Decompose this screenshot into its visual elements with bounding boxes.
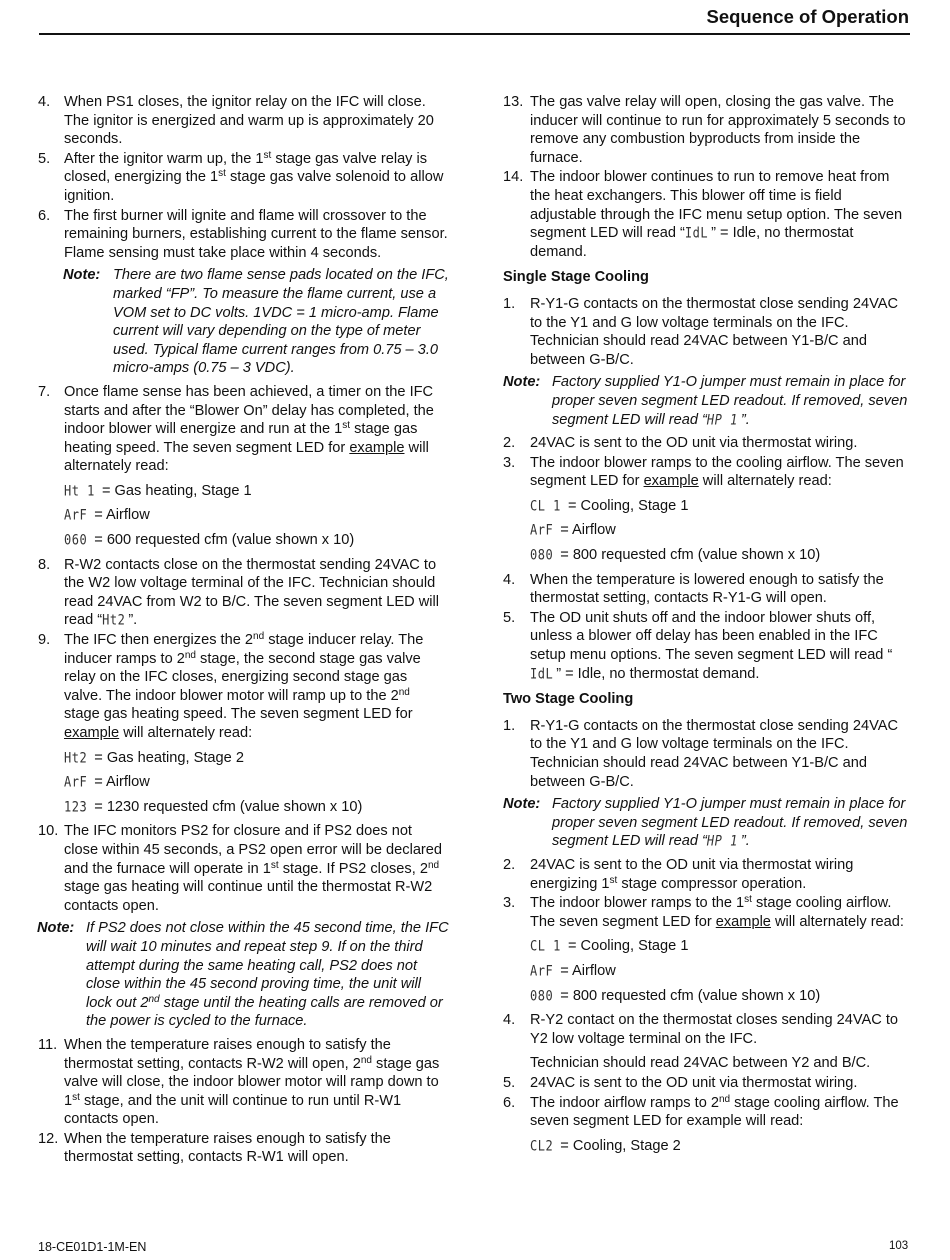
step-11: 11. When the temperature raises enough to satisfy the thermostat setting, contacts R-W2 will open, 2nd stage gas valve will close, the indoor blower motor will ramp down to 1st stage, and the unit will continue to run until R-W1 contacts open. xyxy=(38,1036,440,1128)
led-code: ArF xyxy=(530,962,554,979)
section-heading-two-stage-cooling: Two Stage Cooling xyxy=(503,691,634,708)
led-code: Ht 1 xyxy=(64,482,95,499)
step-9: 9. The IFC then energizes the 2nd stage inducer relay. The inducer ramps to 2nd stage, the second stage gas valve relay on the IFC closes, energizing second stage gas valve. The indoor blower motor will ramp up to the 2nd stage gas heating speed. The seven segment LED for example will alternately read: xyxy=(38,631,424,741)
two-stage-step-4-continued: Technician should read 24VAC between Y2 and B/C. xyxy=(530,1055,871,1072)
cooling-step-1: 1. R-Y1-G contacts on the thermostat close sending 24VAC to the Y1 and G low voltage terminals on the IFC. Technician should read 24VAC between Y1-B/C and between G-B/C. xyxy=(503,295,899,368)
led-code: HP 1 xyxy=(706,833,738,850)
led-readout: ArF = Airflow xyxy=(503,521,912,540)
led-code: CL2 xyxy=(530,1137,554,1154)
header-rule xyxy=(39,33,910,35)
led-code: IdL xyxy=(530,665,554,682)
led-code: Ht2 xyxy=(64,749,88,766)
led-readout: 123 = 1230 requested cfm (value shown x 10) xyxy=(37,798,449,817)
led-code: 080 xyxy=(530,987,554,1004)
step-6: 6. The first burner will ignite and flame will crossover to the remaining burners, establishing current to the flame sensor. Flame sensing must take place within 4 seconds. xyxy=(38,207,448,261)
cooling-step-3: 3. The indoor blower ramps to the cooling airflow. The seven segment LED for example will alternately read: xyxy=(503,454,904,490)
cooling-step-5: 5. The OD unit shuts off and the indoor blower shuts off, unless a blower off delay has been enabled in the IFC setup menu options. The seven segment LED will read “IdL ” = Idle, no thermostat demand. xyxy=(503,609,912,683)
section-heading-single-stage-cooling: Single Stage Cooling xyxy=(503,269,649,286)
led-readout: 060 = 600 requested cfm (value shown x 10) xyxy=(37,531,449,550)
led-readout: ArF = Airflow xyxy=(37,506,449,525)
step-14: 14. The indoor blower continues to run to remove heat from the heat exchangers. This blower off time is field adjustable through the IFC menu setup option. The seven segment LED will read “IdL ” = Idle, no thermostat demand. xyxy=(503,169,903,260)
ps2-note: Note: If PS2 does not close within the 45 second time, the IFC will wait 10 minutes and repeat step 9. If on the third attempt during the same heating call, PS2 does not close within the 45 second proving time, the unit will lock out 2nd stage until the heating calls are removed or the power is cycled to the furnace. xyxy=(37,920,449,1030)
two-stage-step-2: 2. 24VAC is sent to the OD unit via thermostat wiring energizing 1st stage compressor operation. xyxy=(503,856,854,892)
two-stage-step-1: 1. R-Y1-G contacts on the thermostat close sending 24VAC to the Y1 and G low voltage terminals on the IFC. Technician should read 24VAC between Y1-B/C and between G-B/C. xyxy=(503,717,899,790)
led-code: ArF xyxy=(64,507,88,524)
jumper-note: Note: Factory supplied Y1-O jumper must remain in place for proper seven segment LED readout. If removed, seven segment LED will read “HP 1 ”. xyxy=(503,373,912,429)
led-code: 060 xyxy=(64,531,88,549)
two-stage-step-6: 6. The indoor airflow ramps to 2nd stage cooling airflow. The seven segment LED for example will read: xyxy=(503,1093,899,1130)
led-code: HP 1 xyxy=(706,411,738,428)
left-column xyxy=(37,93,449,1168)
jumper-note: Note: Factory supplied Y1-O jumper must remain in place for proper seven segment LED readout. If removed, seven segment LED will read “HP 1 ”. xyxy=(503,795,912,851)
led-code: IdL xyxy=(684,225,709,242)
led-readout: CL 1 = Cooling, Stage 1 xyxy=(503,937,912,956)
two-stage-step-5: 5. 24VAC is sent to the OD unit via thermostat wiring. xyxy=(503,1074,858,1091)
step-13: 13. The gas valve relay will open, closing the gas valve. The inducer will continue to run for approximately 5 seconds to remove any combustion byproducts from inside the furnace. xyxy=(503,94,906,166)
two-stage-step-3: 3. The indoor blower ramps to the 1st stage cooling airflow. The seven segment LED for example will alternately read: xyxy=(503,894,904,930)
led-code: CL 1 xyxy=(530,938,561,955)
led-code: CL 1 xyxy=(530,497,561,514)
step-5: 5. After the ignitor warm up, the 1st stage gas valve relay is closed, energizing the 1st stage gas valve solenoid to allow ignition. xyxy=(38,149,444,204)
led-code: 080 xyxy=(530,546,554,564)
cooling-step-2: 2. 24VAC is sent to the OD unit via thermostat wiring. xyxy=(503,435,858,452)
led-readout: CL 1 = Cooling, Stage 1 xyxy=(503,497,912,516)
led-readout: 080 = 800 requested cfm (value shown x 10) xyxy=(503,546,912,565)
cooling-step-4: 4. When the temperature is lowered enough to satisfy the thermostat setting, contacts R-Y1-G will open. xyxy=(503,571,884,607)
led-readout: ArF = Airflow xyxy=(503,962,912,981)
led-code: 123 xyxy=(64,798,88,815)
led-readout: 080 = 800 requested cfm (value shown x 10) xyxy=(503,987,912,1006)
right-column xyxy=(503,93,912,1161)
step-12: 12. When the temperature raises enough to satisfy the thermostat setting, contacts R-W1 will open. xyxy=(38,1130,391,1166)
led-code: ArF xyxy=(64,774,88,791)
document-id: 18-CE01D1-1M-EN xyxy=(38,1240,147,1254)
led-readout: ArF = Airflow xyxy=(37,773,449,792)
led-readout: CL2 = Cooling, Stage 2 xyxy=(503,1137,912,1156)
two-stage-step-4: 4. R-Y2 contact on the thermostat closes sending 24VAC to Y2 low voltage terminal on the IFC. xyxy=(503,1012,899,1047)
step-8: 8. R-W2 contacts close on the thermostat sending 24VAC to the W2 low voltage terminal of the IFC. Technician should read 24VAC from W2 to B/C. The seven segment LED will read “Ht2 ”. xyxy=(37,556,449,630)
step-4: 4. When PS1 closes, the ignitor relay on the IFC will close. The ignitor is energized and warm up is approximately 20 seconds. xyxy=(38,94,434,148)
flame-sense-note: Note: There are two flame sense pads located on the IFC, marked “FP”. To measure the flame current, use a VOM set to DC volts. 1VDC = 1 micro-amp. Flame current will vary depending on the type of meter used. Typical flame current ranges from 0.75 – 3.0 micro-amps (0.75 – 3 VDC). xyxy=(63,267,449,377)
led-code: ArF xyxy=(530,522,554,539)
led-code: Ht2 xyxy=(102,612,126,629)
step-7: 7. Once flame sense has been achieved, a timer on the IFC starts and after the “Blower On” delay has completed, the indoor blower will energize and run at the 1st stage gas heating speed. The seven segment LED for example will alternately read: xyxy=(38,383,434,475)
step-10: 10. The IFC monitors PS2 for closure and if PS2 does not close within 45 seconds, a PS2 open error will be declared and the furnace will operate in 1st stage. If PS2 closes, 2nd stage gas heating will continue until the thermostat R-W2 contacts open. xyxy=(38,823,443,914)
page-header-title: Sequence of Operation xyxy=(706,6,909,27)
led-readout: Ht 1 = Gas heating, Stage 1 xyxy=(37,482,449,501)
led-readout: Ht2 = Gas heating, Stage 2 xyxy=(37,749,449,768)
page-number: 103 xyxy=(889,1240,909,1252)
